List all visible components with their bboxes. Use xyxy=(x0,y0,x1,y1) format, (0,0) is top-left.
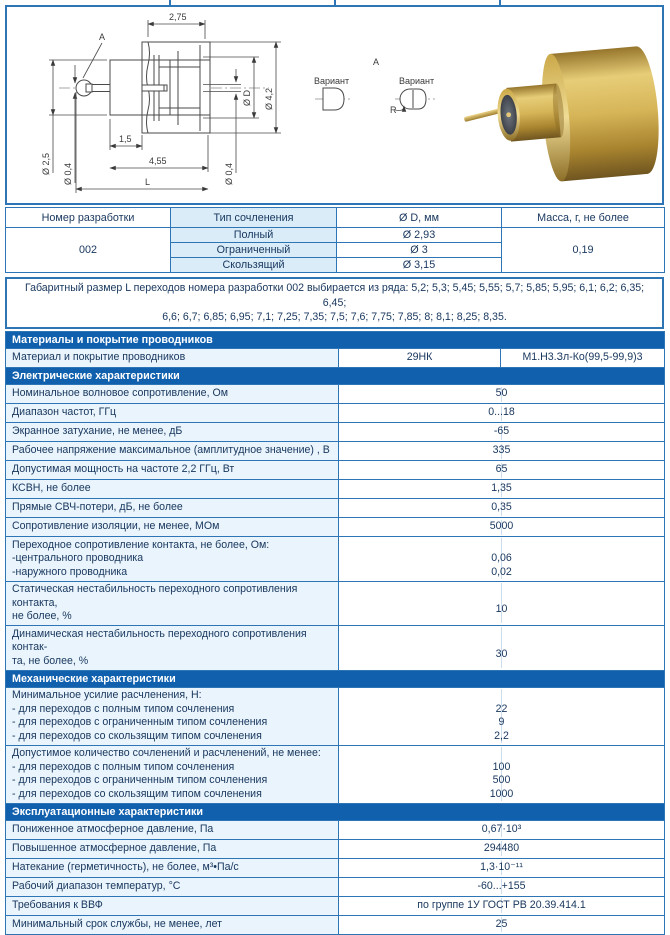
spec-label: Рабочее напряжение максимальное (амплитудное значение) , В xyxy=(6,442,339,461)
note-line-2: 6,6; 6,7; 6,85; 6,95; 7,1; 7,25; 7,35; 7,5; 7,6; 7,75; 7,85; 8; 8,1; 8,25; 8,35. xyxy=(162,311,507,323)
spec-value: 0,67·10³ xyxy=(339,820,665,839)
section-row xyxy=(6,803,665,820)
section-header: Эксплуатационные характеристики xyxy=(6,803,665,820)
dim-dd-label: Ø D xyxy=(242,89,252,106)
spec-value: 5000 xyxy=(339,518,665,537)
spec-value: 25 xyxy=(339,915,665,934)
spec-row xyxy=(6,480,665,499)
dim-d42-label: Ø 4,2 xyxy=(264,87,274,110)
dim-455-label: 4,55 xyxy=(149,156,167,166)
dev-number-cell: 002 xyxy=(6,228,171,273)
spec-row xyxy=(6,877,665,896)
variant-views xyxy=(314,57,435,115)
spec-value: 294480 xyxy=(339,839,665,858)
spec-value: по группе 1У ГОСТ РВ 20.39.414.1 xyxy=(339,896,665,915)
section-row xyxy=(6,670,665,687)
spec-label: Повышенное атмосферное давление, Па xyxy=(6,839,339,858)
spec-label: Переходное сопротивление контакта, не более, Ом: -центрального проводника -наружного проводника xyxy=(6,537,339,582)
spec-row xyxy=(6,839,665,858)
connector-section-view xyxy=(59,42,269,133)
section-row xyxy=(6,368,665,385)
spec-value: 22 9 2,2 xyxy=(339,687,665,745)
section-header: Электрические характеристики xyxy=(6,368,665,385)
spec-row xyxy=(6,518,665,537)
spec-value: 100 500 1000 xyxy=(339,745,665,803)
spec-value: М1.Н3.Зл-Ко(99,5-99,9)3 xyxy=(501,349,665,368)
spec-label: Прямые СВЧ-потери, дБ, не более xyxy=(6,499,339,518)
spec-label: Натекание (герметичность), не более, м³•Па/с xyxy=(6,858,339,877)
spec-label: Диапазон частот, ГГц xyxy=(6,404,339,423)
spec-value: 1,3·10⁻¹¹ xyxy=(339,858,665,877)
spec-label: КСВН, не более xyxy=(6,480,339,499)
spec-value: -65 xyxy=(339,423,665,442)
drawing-frame xyxy=(5,5,664,205)
diameter-cell: Ø 3 xyxy=(337,243,502,258)
dim-d04-left-label: Ø 0,4 xyxy=(63,162,73,185)
summary-header-mass: Масса, г, не более xyxy=(502,208,665,228)
variant2-label: Вариант xyxy=(399,76,435,86)
spec-value: 1,35 xyxy=(339,480,665,499)
detail-a-label: A xyxy=(99,32,106,42)
spec-label: Требования к ВВФ xyxy=(6,896,339,915)
dim-275-label: 2,75 xyxy=(169,12,187,22)
spec-row xyxy=(6,537,665,582)
spec-table xyxy=(5,331,665,935)
diameter-cell: Ø 3,15 xyxy=(337,258,502,273)
summary-table xyxy=(5,207,665,273)
spec-row xyxy=(6,896,665,915)
spec-label: Пониженное атмосферное давление, Па xyxy=(6,820,339,839)
type-cell: Скользящий xyxy=(171,258,337,273)
mass-cell: 0,19 xyxy=(502,228,665,273)
spec-row xyxy=(6,461,665,480)
spec-row xyxy=(6,423,665,442)
spec-label: Номинальное волновое сопротивление, Ом xyxy=(6,385,339,404)
dim-d04-right-label: Ø 0,4 xyxy=(224,162,234,185)
spec-table-body xyxy=(6,332,665,935)
spec-row xyxy=(6,442,665,461)
spec-row xyxy=(6,499,665,518)
view-a-label: A xyxy=(373,57,380,67)
spec-row xyxy=(6,745,665,803)
spec-row xyxy=(6,820,665,839)
spec-value: 335 xyxy=(339,442,665,461)
section-header: Механические характеристики xyxy=(6,670,665,687)
spec-value: 0,35 xyxy=(339,499,665,518)
dimension-l-note xyxy=(5,277,664,329)
diameter-cell: Ø 2,93 xyxy=(337,228,502,243)
spec-value: 10 xyxy=(339,581,665,626)
spec-value: 65 xyxy=(339,461,665,480)
spec-label: Рабочий диапазон температур, °С xyxy=(6,877,339,896)
spec-row xyxy=(6,349,665,368)
spec-label: Минимальное усилие расчленения, Н: - для переходов с полным типом сочленения - для переходов с ограниченным типом сочленения - для переходов со скользящим типом сочленения xyxy=(6,687,339,745)
spec-label: Динамическая нестабильность переходного сопротивления контак- та, не более, % xyxy=(6,626,339,671)
spec-label: Материал и покрытие проводников xyxy=(6,349,339,368)
variant1-shape xyxy=(323,88,344,110)
spec-value: -60...+155 xyxy=(339,877,665,896)
technical-drawing xyxy=(7,7,662,203)
summary-header-d: Ø D, мм xyxy=(337,208,502,228)
spec-row xyxy=(6,385,665,404)
spec-row xyxy=(6,858,665,877)
note-line-1: Габаритный размер L переходов номера разработки 002 выбирается из ряда: 5,2; 5,3; 5,45; 5,55; 5,7; 5,85; 5,95; 6,1; 6,2; 6,35; 6,45; xyxy=(24,282,645,309)
spec-row xyxy=(6,687,665,745)
section-header: Материалы и покрытие проводников xyxy=(6,332,665,349)
spec-value: 0,06 0,02 xyxy=(339,537,665,582)
summary-header-dev: Номер разработки xyxy=(6,208,171,228)
spec-label: Сопротивление изоляции, не менее, МОм xyxy=(6,518,339,537)
spec-row xyxy=(6,404,665,423)
spec-label: Допустимая мощность на частоте 2,2 ГГц, Вт xyxy=(6,461,339,480)
spec-row xyxy=(6,626,665,671)
radius-label: R xyxy=(390,105,397,115)
type-cell: Полный xyxy=(171,228,337,243)
spec-row xyxy=(6,915,665,934)
spec-row xyxy=(6,581,665,626)
dim-d25-label: Ø 2,5 xyxy=(41,152,51,175)
spec-value: 50 xyxy=(339,385,665,404)
spec-label: Допустимое количество сочленений и расчленений, не менее: - для переходов с полным типом сочленения - для переходов с ограниченным типом сочленения - для переходов со скользящим типом сочленения xyxy=(6,745,339,803)
summary-header-type: Тип сочленения xyxy=(171,208,337,228)
section-row xyxy=(6,332,665,349)
dim-15-label: 1,5 xyxy=(119,134,132,144)
type-cell: Ограниченный xyxy=(171,243,337,258)
spec-label: Минимальный срок службы, не менее, лет xyxy=(6,915,339,934)
variant1-label: Вариант xyxy=(314,76,350,86)
spec-label: Экранное затухание, не менее, дБ xyxy=(6,423,339,442)
connector-photo xyxy=(464,45,664,186)
dim-l-label: L xyxy=(145,177,151,187)
spec-label: Статическая нестабильность переходного сопротивления контакта, не более, % xyxy=(6,581,339,626)
spec-value: 30 xyxy=(339,626,665,671)
spec-value: 29НК xyxy=(339,349,501,368)
summary-row xyxy=(6,228,665,243)
spec-value: 0...18 xyxy=(339,404,665,423)
